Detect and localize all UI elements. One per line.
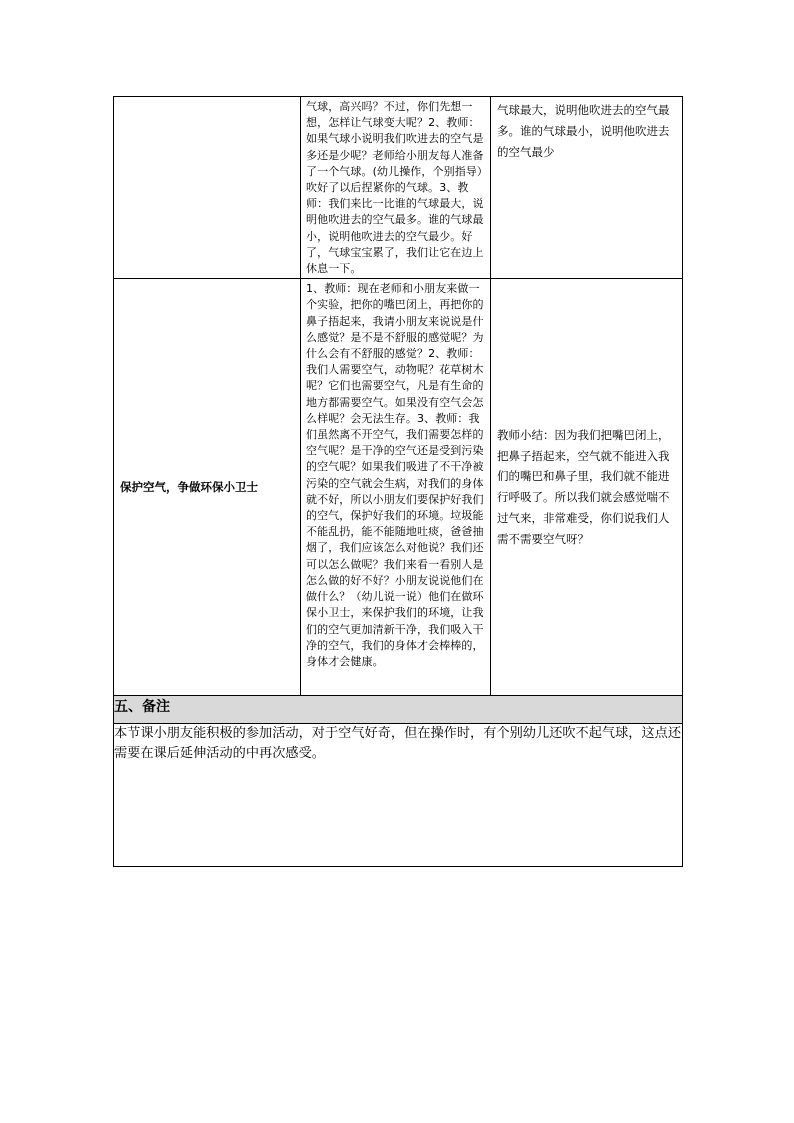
activity-note-text: 气球最大，说明他吹进去的空气最多。谁的气球最小，说明他吹进去的空气最少 <box>497 103 670 159</box>
activity-title-cell <box>114 97 301 279</box>
activity-process-text: 1、教师：现在老师和小朋友来做一个实验，把你的嘴巴闭上，再把你的鼻子捂起来，我请小朋友来说说是什么感觉？是不是不舒服的感觉呢？为什么会有不舒服的感觉？2、教师：我们人需要空气，动物呢？花草树木呢？它们也需要空气，凡是有生命的地方都需要空气。如果没有空气会怎么样呢？会无法生存。3、教师：我们虽然离不开空气，我们需要怎样的空气呢？是干净的空气还是受到污染的空气呢？如果我们吸进了不干净被污染的空气就会生病，对我们的身体就不好，所以小朋友们要保护好我们的空气，保护好我们的环境。垃圾能不能乱扔，能不能随地吐痰，爸爸抽烟了，我们应该怎么对他说？我们还可以怎么做呢？我们来看一看别人是怎么做的好不好？小朋友说说他们在做什么？（幼儿说一说）他们在做环保小卫士，来保护我们的环境，让我们的空气更加清新干净，我们吸入干净的空气，我们的身体才会棒棒的，身体才会健康。 <box>306 282 484 668</box>
activity-process-cell <box>301 97 491 279</box>
activity-note-cell <box>491 279 683 696</box>
document-page <box>113 96 682 867</box>
activity-note-text: 教师小结：因为我们把嘴巴闭上，把鼻子捂起来，空气就不能进入我们的嘴巴和鼻子里，我们就不能进行呼吸了。所以我们就会感觉喘不过气来，非常难受，你们说我们人需不需要空气呀？ <box>497 427 670 546</box>
notes-text: 本节课小朋友能积极的参加活动，对于空气好奇，但在操作时，有个别幼儿还吹不起气球，这点还需要在课后延伸活动的中再次感受。 <box>114 724 683 867</box>
activity-process-text: 气球，高兴吗？不过，你们先想一想，怎样让气球变大呢？2、教师：如果气球小说明我们吹进去的空气是多还是少呢？老师给小朋友每人准备了一个气球。(幼儿操作，个别指导）吹好了以后捏紧你的气球。3、教师：我们来比一比谁的气球最大，说明他吹进去的空气最多。谁的气球最小，说明他吹进去的空气最少。好了，气球宝宝累了，我们让它在边上休息一下。 <box>306 100 484 276</box>
activity-process-cell <box>301 279 491 696</box>
table-row <box>114 97 683 279</box>
activity-title <box>114 97 300 100</box>
lesson-plan-table <box>113 96 683 867</box>
activity-note-cell <box>491 97 683 279</box>
activity-title: 保护空气，争做环保小卫士 <box>120 480 258 495</box>
notes-row <box>114 724 683 867</box>
section-header-row <box>114 696 683 724</box>
activity-title-cell <box>114 279 301 696</box>
section-heading: 五、备注 <box>114 696 683 724</box>
table-row <box>114 279 683 696</box>
